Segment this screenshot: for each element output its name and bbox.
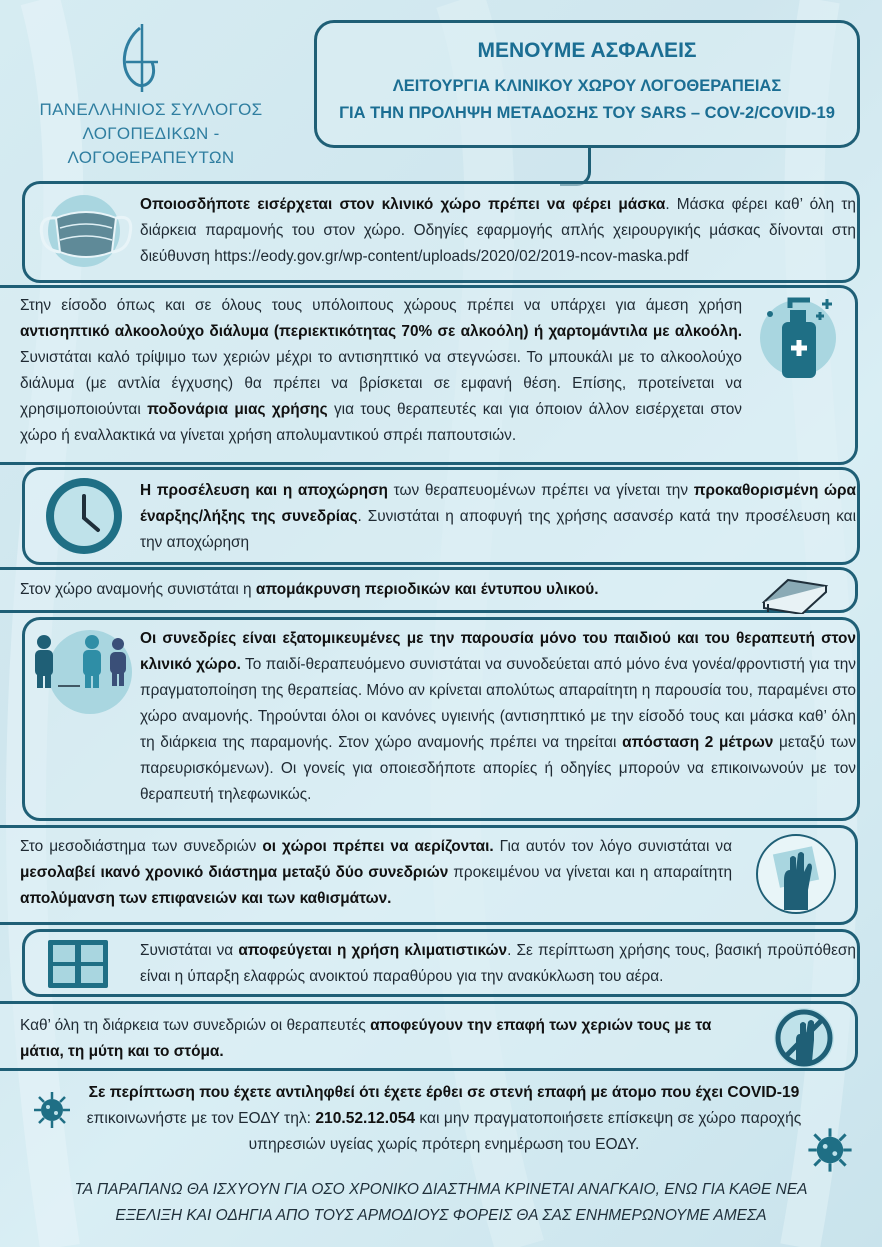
sanitizer-b1: αντισηπτικό αλκοολούχο διάλυμα (περιεκτικότητας 70% σε αλκοόλη) ή χαρτομάντιλα με αλκοόλη. xyxy=(20,323,742,340)
virus-icon-right xyxy=(806,1126,854,1174)
mask-icon xyxy=(34,196,138,272)
arrival-b2: προκαθορισμένη ώρα έναρξης/λήξης της συνεδρίας xyxy=(140,482,856,525)
sanitizer-b2: ποδονάρια μιας χρήσης xyxy=(147,401,328,418)
contact-text xyxy=(84,1080,804,1158)
arrival-t2: . Συνιστάται η αποφυγή της χρήσης ασανσέρ κατά την προσέλευση και την αποχώρηση xyxy=(140,508,856,551)
org-name xyxy=(10,98,292,170)
ventilation-t3: προκειμένου να γίνεται και η απαραίτητη xyxy=(448,864,733,881)
window-icon xyxy=(46,938,110,990)
mask-body: . Μάσκα φέρει καθ’ όλη τη διάρκεια παραμονής του στον χώρο. Οδηγίες εφαρμογής απλής χειρουργικής μάσκας δίνονται στη διεύθυνση https://eody.gov.gr/wp-content/uploads/2020/02/2019-ncov-maska.pdf xyxy=(140,196,856,265)
hand-icon xyxy=(762,840,830,912)
sanitizer-text xyxy=(20,293,742,449)
contact-t2: και μην πραγματοποιήσετε επίσκεψη σε χώρο παροχής υπηρεσιών υγείας χωρίς πρότερη ενημέρωση του ΕΟΔΥ. xyxy=(248,1110,802,1153)
waiting-b1: απομάκρυνση περιοδικών και έντυπου υλικού. xyxy=(255,581,599,598)
sessions-b1: Οι συνεδρίες είναι εξατομικευμένες με την παρουσία μόνο του παιδιού και του θεραπευτή στον κλινικό χώρο. xyxy=(140,630,856,673)
ventilation-text xyxy=(20,834,732,912)
org-line-1: ΠΑΝΕΛΛΗΝΙΟΣ ΣΥΛΛΟΓΟΣ xyxy=(39,100,263,119)
footer-line-2: ΕΞΕΛΙΞΗ ΚΑΙ ΟΔΗΓΙΑ ΑΠΟ ΤΟΥΣ ΑΡΜΟΔΙΟΥΣ ΦΟΡΕΙΣ ΘΑ ΣΑΣ ΕΝΗΜΕΡΩΝΟΥΜΕ ΑΜΕΣΑ xyxy=(115,1207,767,1224)
aircon-t2: . Σε περίπτωση χρήσης τους, βασική προϋπόθεση είναι η ύπαρξη ελαφρώς ανοικτού παραθύρου για την ανακύκλωση του αέρα. xyxy=(140,942,856,985)
arrival-b1: Η προσέλευση και η αποχώρηση xyxy=(140,482,388,499)
sanitizer-t1: Στην είσοδο όπως και σε όλους τους υπόλοιπους χώρους πρέπει να υπάρχει για άμεση χρήση xyxy=(20,297,742,314)
arrival-t1: των θεραπευομένων πρέπει να γίνεται την xyxy=(387,482,694,499)
footer-note xyxy=(20,1177,862,1229)
touch-text xyxy=(20,1013,750,1065)
ventilation-t1: Στο μεσοδιάστημα των συνεδριών xyxy=(20,838,263,855)
clock-icon xyxy=(46,478,122,554)
touch-b1: αποφεύγουν την επαφή των χεριών τους με τα μάτια, τη μύτη και το στόμα. xyxy=(20,1017,712,1060)
arrival-text xyxy=(140,478,856,556)
connector-line xyxy=(560,145,591,186)
contact-phone: 210.52.12.054 xyxy=(315,1110,416,1127)
sessions-t1: Το παιδί-θεραπευόμενο συνιστάται να συνοδεύεται από μόνο ένα γονέα/φροντιστή για την πραγματοποίηση της θεραπείας. Μόνο αν κρίνεται απολύτως απαραίτητη η παρουσία του, παραμένει στο χώρο αναμονής. Τηρούνται όλοι οι κανόνες υγιεινής (αντισηπτικό με την είσοδό τους και μάσκα καθ’ όλη τη διάρκεια της παραμονής. Στον χώρο αναμονής πρέπει να τηρείται xyxy=(140,656,856,751)
ventilation-b1: οι χώροι πρέπει να αερίζονται. xyxy=(262,838,494,855)
waiting-t1: Στον χώρο αναμονής συνιστάται η xyxy=(20,581,256,598)
mask-bold: Οποιοσδήποτε εισέρχεται στον κλινικό χώρο πρέπει να φέρει μάσκα xyxy=(140,196,666,213)
virus-icon-left xyxy=(32,1090,72,1130)
page-title: ΜΕΝΟΥΜΕ ΑΣΦΑΛΕΙΣ xyxy=(477,39,697,62)
book-icon xyxy=(756,572,832,614)
ventilation-b3: απολύμανση των επιφανειών και των καθισμάτων. xyxy=(20,890,392,907)
aircon-t1: Συνιστάται να xyxy=(140,942,239,959)
contact-t1: επικοινωνήστε με τον ΕΟΔΥ τηλ: xyxy=(86,1110,316,1127)
ventilation-b2: μεσολαβεί ικανό χρονικό διάστημα μεταξύ δύο συνεδριών xyxy=(20,864,449,881)
waiting-text xyxy=(20,577,740,603)
ventilation-t2: Για αυτόν τον λόγο συνιστάται να xyxy=(493,838,732,855)
no-touch-icon xyxy=(772,1006,836,1070)
sessions-t2: μεταξύ των παρευρισκόμενων). Οι γονείς για οποιεσδήποτε απορίες ή οδηγίες μπορούν να επικοινωνούν με τον θεραπευτή τηλεφωνικώς. xyxy=(140,734,857,803)
contact-b1: Σε περίπτωση που έχετε αντιληφθεί ότι έχετε έρθει σε στενή επαφή με άτομο που έχει COVID-19 xyxy=(88,1084,800,1101)
subtitle-line-2: ΓΙΑ ΤΗΝ ΠΡΟΛΗΨΗ ΜΕΤΑΔΟΣΗΣ ΤΟΥ SARS – COV-2/COVID-19 xyxy=(339,104,835,122)
sanitizer-t2: Συνιστάται καλό τρίψιμο των χεριών μέχρι το αντισηπτικό να στεγνώσει. Το μπουκάλι με το αλκοολούχο διάλυμα (με αντλία έγχυσης) θα πρέπει να βρίσκεται σε εμφανή θέση. Επίσης, προτείνεται να χρησιμοποιούνται xyxy=(20,349,742,418)
aircon-b1: αποφεύγεται η χρήση κλιματιστικών xyxy=(238,942,508,959)
org-line-2: ΛΟΓΟΠΕΔΙΚΩΝ - ΛΟΓΟΘΕΡΑΠΕΥΤΩΝ xyxy=(67,124,235,167)
sanitizer-t3: για τους θεραπευτές και για όποιον άλλον εισέρχεται στον χώρο ή εναλλακτικά να γίνεται χρήση απολυμαντικού σπρέι παπουτσιών. xyxy=(20,401,742,444)
aircon-text xyxy=(140,938,856,990)
mask-text xyxy=(140,192,856,270)
footer-line-1: ΤΑ ΠΑΡΑΠΑΝΩ ΘΑ ΙΣΧΥΟΥΝ ΓΙΑ ΟΣΟ ΧΡΟΝΙΚΟ ΔΙΑΣΤΗΜΑ ΚΡΙΝΕΤΑΙ ΑΝΑΓΚΑΙΟ, ΕΝΩ ΓΙΑ ΚΑΘΕ ΝΕΑ xyxy=(74,1181,808,1198)
sessions-text xyxy=(140,626,856,808)
touch-t1: Καθ’ όλη τη διάρκεια των συνεδριών οι θεραπευτές xyxy=(20,1017,371,1034)
people-icon xyxy=(30,632,134,690)
sessions-b2: απόσταση 2 μέτρων xyxy=(622,734,774,751)
sanitizer-icon xyxy=(760,292,840,382)
subtitle-line-1: ΛΕΙΤΟΥΡΓΙΑ ΚΛΙΝΙΚΟΥ ΧΩΡΟΥ ΛΟΓΟΘΕΡΑΠΕΙΑΣ xyxy=(392,77,782,95)
header-title-box xyxy=(314,20,860,148)
logo-icon xyxy=(112,22,168,94)
